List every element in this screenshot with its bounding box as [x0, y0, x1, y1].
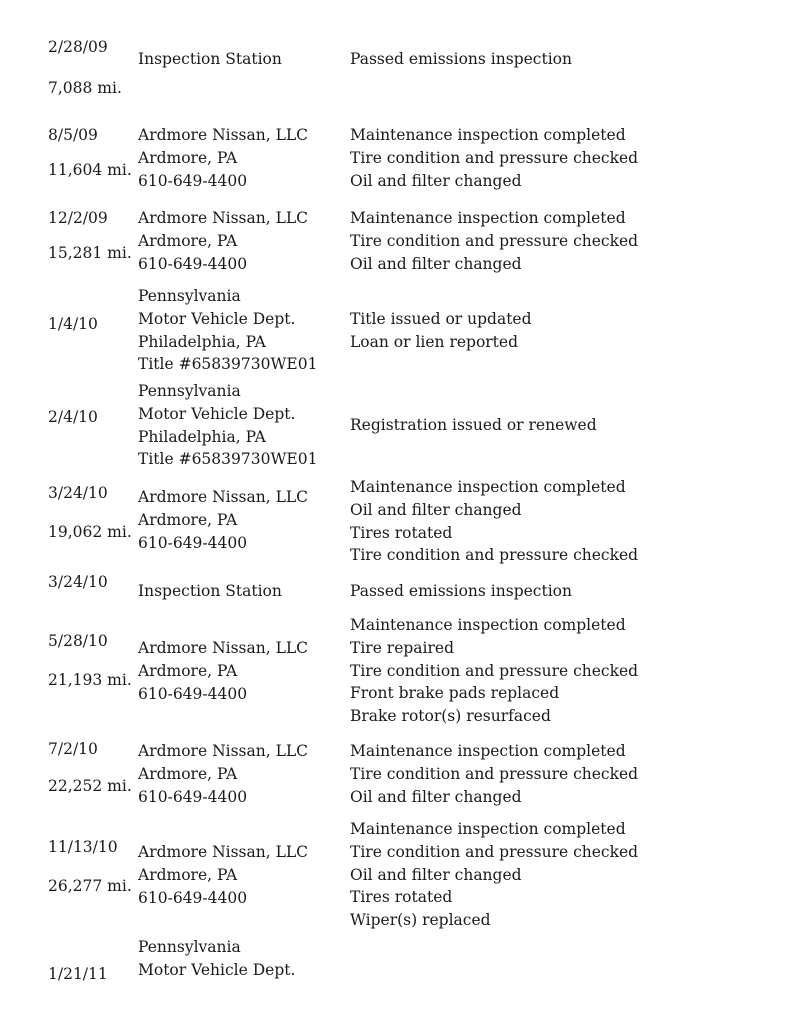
- record-mileage: 7,088 mi.: [48, 79, 122, 97]
- source-column: [138, 740, 308, 808]
- record-date: 2/4/10: [48, 408, 98, 426]
- details-column: [350, 48, 572, 71]
- source-line: Motor Vehicle Dept.: [138, 404, 296, 423]
- record-date: 1/21/11: [48, 965, 108, 983]
- source-line: Title #65839730WE01: [138, 355, 318, 374]
- source-line: Ardmore, PA: [138, 510, 238, 529]
- record-date: 2/28/09: [48, 38, 108, 56]
- history-record: [0, 476, 791, 568]
- source-line: Pennsylvania: [138, 382, 241, 400]
- detail-line: Registration issued or renewed: [350, 416, 597, 434]
- source-column: [138, 285, 317, 376]
- details-column: [350, 414, 597, 437]
- source-line: Title #65839730WE01: [138, 450, 318, 469]
- detail-line: Maintenance inspection completed: [350, 126, 626, 144]
- history-record: [0, 571, 791, 603]
- record-date: 11/13/10: [48, 838, 118, 856]
- record-mileage: 19,062 mi.: [48, 523, 132, 541]
- source-line: Ardmore, PA: [138, 661, 238, 680]
- detail-line: Oil and filter changed: [350, 500, 522, 519]
- source-line: 610-649-4400: [138, 254, 248, 273]
- detail-line: Tire condition and pressure checked: [350, 148, 639, 167]
- source-line: Ardmore Nissan, LLC: [138, 488, 309, 506]
- source-line: Ardmore Nissan, LLC: [138, 843, 309, 861]
- record-date: 12/2/09: [48, 209, 108, 227]
- details-column: [350, 614, 638, 728]
- history-record: [0, 285, 791, 377]
- record-date: 8/5/09: [48, 126, 98, 144]
- source-line: Ardmore, PA: [138, 231, 238, 250]
- record-date: 3/24/10: [48, 573, 108, 591]
- source-line: Ardmore Nissan, LLC: [138, 209, 309, 227]
- history-record: [0, 207, 791, 279]
- detail-line: Oil and filter changed: [350, 787, 522, 806]
- source-line: Motor Vehicle Dept.: [138, 960, 296, 979]
- record-mileage: 21,193 mi.: [48, 671, 132, 689]
- source-line: Ardmore Nissan, LLC: [138, 742, 309, 760]
- detail-line: Oil and filter changed: [350, 171, 522, 190]
- detail-line: Oil and filter changed: [350, 865, 522, 884]
- source-column: [138, 486, 308, 554]
- detail-line: Maintenance inspection completed: [350, 478, 626, 496]
- record-mileage: 26,277 mi.: [48, 877, 132, 895]
- source-column: [138, 936, 295, 982]
- source-line: Pennsylvania: [138, 938, 241, 956]
- details-column: [350, 740, 638, 808]
- source-line: 610-649-4400: [138, 888, 248, 907]
- source-column: [138, 637, 308, 705]
- details-column: [350, 207, 638, 275]
- history-record: [0, 124, 791, 196]
- source-column: [138, 580, 282, 603]
- detail-line: Tires rotated: [350, 523, 453, 542]
- detail-line: Tire condition and pressure checked: [350, 546, 639, 565]
- detail-line: Tires rotated: [350, 888, 453, 907]
- source-line: Motor Vehicle Dept.: [138, 309, 296, 328]
- history-record: [0, 936, 791, 996]
- detail-line: Maintenance inspection completed: [350, 742, 626, 760]
- details-column: [350, 124, 638, 192]
- source-line: Inspection Station: [138, 50, 282, 68]
- detail-line: Front brake pads replaced: [350, 684, 560, 703]
- source-line: 610-649-4400: [138, 533, 248, 552]
- record-date: 5/28/10: [48, 632, 108, 650]
- source-line: Ardmore, PA: [138, 148, 238, 167]
- source-column: [138, 380, 317, 471]
- source-line: Ardmore, PA: [138, 764, 238, 783]
- detail-line: Tire condition and pressure checked: [350, 842, 639, 861]
- detail-line: Loan or lien reported: [350, 332, 519, 351]
- detail-line: Brake rotor(s) resurfaced: [350, 707, 551, 726]
- record-date: 7/2/10: [48, 740, 98, 758]
- source-column: [138, 48, 282, 71]
- history-record: [0, 614, 791, 730]
- source-column: [138, 207, 308, 275]
- details-column: [350, 580, 572, 603]
- source-column: [138, 124, 308, 192]
- source-line: 610-649-4400: [138, 684, 248, 703]
- record-mileage: 11,604 mi.: [48, 161, 132, 179]
- details-column: [350, 818, 638, 932]
- detail-line: Passed emissions inspection: [350, 50, 572, 68]
- record-date: 3/24/10: [48, 484, 108, 502]
- detail-line: Maintenance inspection completed: [350, 616, 626, 634]
- source-line: Philadelphia, PA: [138, 332, 266, 351]
- source-line: Inspection Station: [138, 582, 282, 600]
- detail-line: Tire condition and pressure checked: [350, 661, 639, 680]
- details-column: [350, 476, 638, 567]
- source-line: Ardmore, PA: [138, 865, 238, 884]
- source-column: [138, 841, 308, 909]
- details-column: [350, 308, 532, 354]
- history-record: [0, 36, 791, 106]
- history-record: [0, 380, 791, 472]
- source-line: Pennsylvania: [138, 287, 241, 305]
- source-line: 610-649-4400: [138, 787, 248, 806]
- source-line: Philadelphia, PA: [138, 427, 266, 446]
- detail-line: Tire condition and pressure checked: [350, 764, 639, 783]
- detail-line: Tire condition and pressure checked: [350, 231, 639, 250]
- history-record: [0, 740, 791, 812]
- detail-line: Title issued or updated: [350, 310, 532, 328]
- detail-line: Maintenance inspection completed: [350, 209, 626, 227]
- record-mileage: 15,281 mi.: [48, 244, 132, 262]
- source-line: 610-649-4400: [138, 171, 248, 190]
- history-record: [0, 818, 791, 934]
- record-mileage: 22,252 mi.: [48, 777, 132, 795]
- detail-line: Maintenance inspection completed: [350, 820, 626, 838]
- detail-line: Tire repaired: [350, 638, 455, 657]
- detail-line: Passed emissions inspection: [350, 582, 572, 600]
- detail-line: Oil and filter changed: [350, 254, 522, 273]
- detail-line: Wiper(s) replaced: [350, 911, 491, 930]
- source-line: Ardmore Nissan, LLC: [138, 639, 309, 657]
- source-line: Ardmore Nissan, LLC: [138, 126, 309, 144]
- record-date: 1/4/10: [48, 315, 98, 333]
